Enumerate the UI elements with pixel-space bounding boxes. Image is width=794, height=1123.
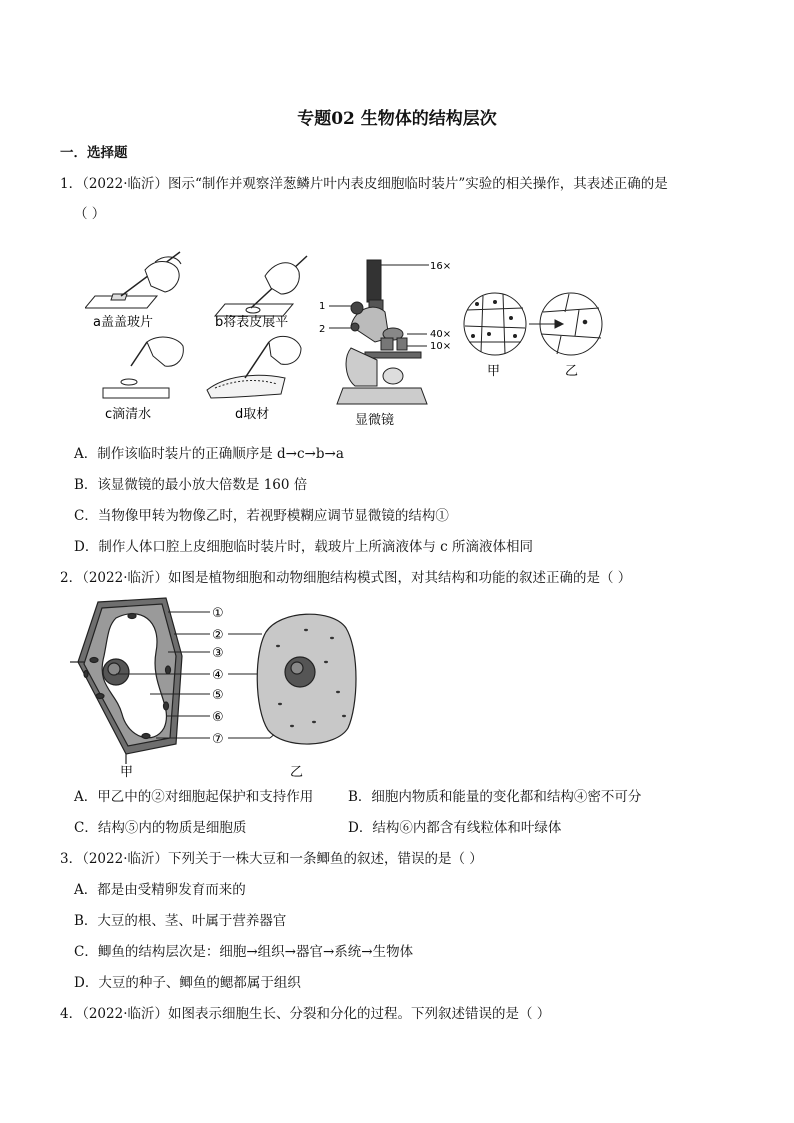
q2-figure <box>70 596 370 780</box>
step-d-label: d取材 <box>235 407 270 422</box>
q2-label-4: ④ <box>212 668 224 683</box>
q2-option-c: C．结构⑤内的物质是细胞质 <box>74 820 247 836</box>
q1-stem: 1．（2022·临沂）图示“制作并观察洋葱鳞片叶内表皮细胞临时装片”实验的相关操作，其表述正确的是 <box>60 176 668 192</box>
q1-option-b: B．该显微镜的最小放大倍数是 160 倍 <box>74 477 308 493</box>
step-c-label: c滴清水 <box>105 407 152 422</box>
q4-stem: 4．（2022·临沂）如图表示细胞生长、分裂和分化的过程。下列叙述错误的是（ ） <box>60 1006 551 1022</box>
objective-40-label: 40× <box>430 329 452 340</box>
microscope-illustration <box>329 260 429 404</box>
step-d-illustration <box>207 336 301 398</box>
q1-option-d: D．制作人体口腔上皮细胞临时装片时，载玻片上所滴液体与 c 所滴液体相同 <box>74 539 533 555</box>
step-b-illustration <box>215 256 307 316</box>
q3-option-d: D．大豆的种子、鲫鱼的鳃都属于组织 <box>74 975 301 991</box>
q1-stem-bracket: （ ） <box>74 206 106 222</box>
q2-jia-label: 甲 <box>120 765 134 780</box>
q2-option-d: D．结构⑥内都含有线粒体和叶绿体 <box>348 820 562 836</box>
view-jia-label: 甲 <box>487 364 501 379</box>
q2-label-3: ③ <box>212 646 224 661</box>
section-heading: 一．选择题 <box>60 145 128 161</box>
q2-option-b: B．细胞内物质和能量的变化都和结构④密不可分 <box>348 789 642 805</box>
knob1-label: 1 <box>319 301 326 312</box>
q3-stem: 3．（2022·临沂）下列关于一株大豆和一条鲫鱼的叙述，错误的是（ ） <box>60 851 483 867</box>
q2-label-5: ⑤ <box>212 688 224 703</box>
q2-label-7: ⑦ <box>212 732 224 747</box>
step-a-label: a盖盖玻片 <box>93 315 153 330</box>
page-title: 专题02 生物体的结构层次 <box>297 109 497 129</box>
q2-label-1: ① <box>212 606 224 621</box>
objective-10-label: 10× <box>430 341 452 352</box>
plant-cell-illustration <box>78 598 182 754</box>
microscope-label: 显微镜 <box>355 413 395 428</box>
animal-cell-illustration <box>257 614 356 744</box>
view-yi-label: 乙 <box>565 364 579 379</box>
q3-option-c: C．鲫鱼的结构层次是：细胞→组织→器官→系统→生物体 <box>74 944 414 960</box>
q2-option-a: A．甲乙中的②对细胞起保护和支持作用 <box>74 789 314 805</box>
q2-stem: 2．（2022·临沂）如图是植物细胞和动物细胞结构模式图，对其结构和功能的叙述正确的是（ ） <box>60 570 632 586</box>
q1-figure <box>85 238 625 433</box>
step-a-illustration <box>85 252 181 308</box>
q1-option-c: C．当物像甲转为物像乙时，若视野模糊应调节显微镜的结构① <box>74 508 449 524</box>
q2-label-6: ⑥ <box>212 710 224 725</box>
knob2-label: 2 <box>319 324 326 335</box>
q3-option-b: B．大豆的根、茎、叶属于营养器官 <box>74 913 287 929</box>
q3-option-a: A．都是由受精卵发育而来的 <box>74 882 246 898</box>
step-c-illustration <box>103 337 183 398</box>
q2-yi-label: 乙 <box>290 765 304 780</box>
eyepiece-label: 16× <box>430 261 452 272</box>
step-b-label: b将表皮展平 <box>215 315 289 330</box>
q1-option-a: A．制作该临时装片的正确顺序是 d→c→b→a <box>74 446 344 462</box>
q2-label-2: ② <box>212 628 224 643</box>
view-jia-illustration <box>464 293 563 355</box>
